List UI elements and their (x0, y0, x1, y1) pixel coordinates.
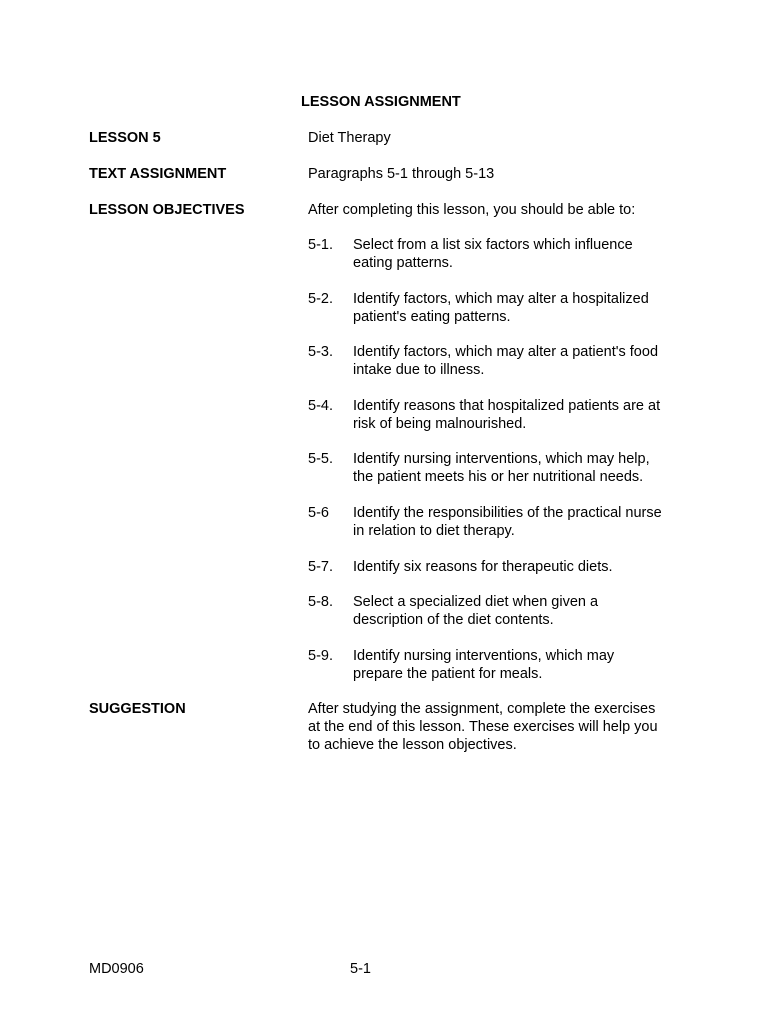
objective-number: 5-8. (308, 594, 333, 610)
objective-text (353, 290, 683, 326)
objective-text (353, 397, 683, 433)
objective-line: Identify six reasons for therapeutic diets. (353, 559, 613, 575)
suggestion-label: SUGGESTION (89, 701, 186, 717)
objective-line: Select from a list six factors which influence (353, 237, 633, 253)
footer-page-number: 5-1 (350, 961, 371, 977)
objective-line: description of the diet contents. (353, 612, 554, 628)
objective-line: prepare the patient for meals. (353, 666, 543, 682)
objective-number: 5-9. (308, 648, 333, 664)
objective-text (353, 504, 683, 540)
objective-text (353, 343, 683, 379)
objective-number: 5-1. (308, 237, 333, 253)
suggestion-line: After studying the assignment, complete the exercises (308, 701, 656, 717)
objective-number: 5-7. (308, 559, 333, 575)
objective-text (353, 450, 683, 486)
objective-number: 5-5. (308, 451, 333, 467)
objective-line: Identify reasons that hospitalized patients are at (353, 398, 661, 414)
objective-text (353, 647, 683, 683)
lesson-objectives-label: LESSON OBJECTIVES (89, 202, 245, 218)
text-assignment-value: Paragraphs 5-1 through 5-13 (308, 166, 495, 182)
objective-text (353, 593, 683, 629)
suggestion-line: to achieve the lesson objectives. (308, 737, 517, 753)
objective-number: 5-4. (308, 398, 333, 414)
lesson-value: Diet Therapy (308, 130, 391, 146)
objective-line: Identify factors, which may alter a hospitalized (353, 291, 649, 307)
objective-line: Select a specialized diet when given a (353, 594, 599, 610)
objective-number: 5-2. (308, 291, 333, 307)
objective-text (353, 558, 683, 576)
objective-line: the patient meets his or her nutritional needs. (353, 469, 644, 485)
lesson-label: LESSON 5 (89, 130, 161, 146)
objective-line: Identify nursing interventions, which may (353, 648, 615, 664)
objective-line: Identify factors, which may alter a patient's food (353, 344, 659, 360)
page-title: LESSON ASSIGNMENT (301, 94, 461, 110)
objective-line: eating patterns. (353, 255, 453, 271)
objective-text (353, 236, 683, 272)
footer-doc-id: MD0906 (89, 961, 144, 977)
objective-line: intake due to illness. (353, 362, 485, 378)
lesson-objectives-intro: After completing this lesson, you should be able to: (308, 202, 636, 218)
objective-number: 5-3. (308, 344, 333, 360)
objective-line: Identify nursing interventions, which may help, (353, 451, 650, 467)
suggestion-line: at the end of this lesson. These exercises will help you (308, 719, 658, 735)
objective-line: Identify the responsibilities of the practical nurse (353, 505, 662, 521)
objective-number: 5-6 (308, 505, 329, 521)
suggestion-text (308, 700, 683, 754)
objective-line: in relation to diet therapy. (353, 523, 515, 539)
objective-line: risk of being malnourished. (353, 416, 527, 432)
text-assignment-label: TEXT ASSIGNMENT (89, 166, 227, 182)
objective-line: patient's eating patterns. (353, 309, 511, 325)
